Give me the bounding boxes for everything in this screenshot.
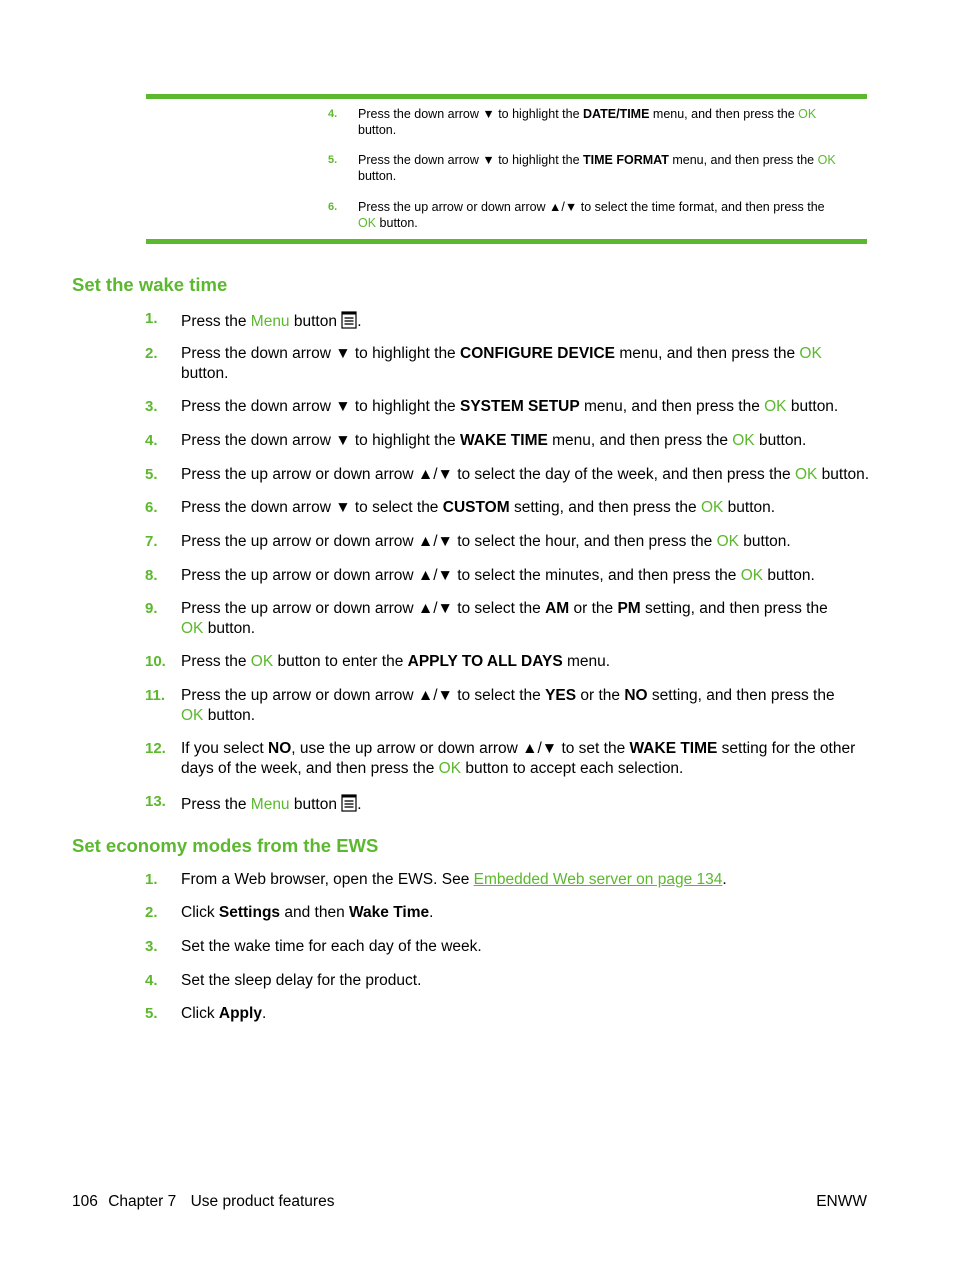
wake-step-13: 13. Press the Menu button . bbox=[145, 793, 362, 813]
menu-icon bbox=[341, 311, 357, 329]
wake-step-6: 6. Press the down arrow ▼ to select the CUSTOM setting, and then press the OK button. bbox=[145, 499, 776, 516]
wake-step-2: 2. Press the down arrow ▼ to highlight the CONFIGURE DEVICE menu, and then press the OK button. bbox=[145, 345, 822, 382]
ews-step-4: 4. Set the sleep delay for the product. bbox=[145, 972, 422, 989]
ews-step-3: 3. Set the wake time for each day of the week. bbox=[145, 938, 482, 955]
box-step-6: 6. Press the up arrow or down arrow ▲/▼ to select the time format, and then press the OK button. bbox=[328, 200, 825, 230]
procedure-box bbox=[146, 94, 867, 244]
step-number: 4. bbox=[328, 108, 338, 120]
wake-step-12: 12. If you select NO, use the up arrow or down arrow ▲/▼ to set the WAKE TIME setting for the other days of the week, and then press the OK button to accept each selection. bbox=[145, 740, 856, 777]
wake-step-8: 8. Press the up arrow or down arrow ▲/▼ to select the minutes, and then press the OK button. bbox=[145, 567, 815, 584]
box-step-4: 4. Press the down arrow ▼ to highlight the DATE/TIME menu, and then press the OK button. bbox=[328, 107, 817, 137]
ok-button-ref: OK bbox=[798, 107, 817, 121]
wake-step-3: 3. Press the down arrow ▼ to highlight the SYSTEM SETUP menu, and then press the OK button. bbox=[145, 398, 839, 415]
box-step-5: 5. Press the down arrow ▼ to highlight the TIME FORMAT menu, and then press the OK button. bbox=[328, 153, 836, 183]
chapter-title: Use product features bbox=[190, 1193, 335, 1210]
page-footer-right: ENWW bbox=[816, 1193, 867, 1210]
section-heading-ews: Set economy modes from the EWS bbox=[72, 835, 379, 856]
ews-step-5: 5. Click Apply. bbox=[145, 1005, 267, 1022]
step-number: 6. bbox=[328, 201, 338, 213]
wake-step-1: 1. Press the Menu button . bbox=[145, 310, 362, 330]
wake-step-9: 9. Press the up arrow or down arrow ▲/▼ to select the AM or the PM setting, and then press the OK button. bbox=[145, 600, 828, 637]
chapter-label: Chapter 7 bbox=[108, 1193, 177, 1210]
menu-button-ref: Menu bbox=[250, 313, 290, 330]
wake-step-7: 7. Press the up arrow or down arrow ▲/▼ to select the hour, and then press the OK button. bbox=[145, 533, 791, 550]
section-heading-wake-time: Set the wake time bbox=[72, 274, 228, 295]
wake-step-4: 4. Press the down arrow ▼ to highlight the WAKE TIME menu, and then press the OK button. bbox=[145, 432, 807, 449]
page-number: 106 bbox=[72, 1193, 98, 1210]
menu-button-ref: Menu bbox=[250, 796, 290, 813]
ews-step-2: 2. Click Settings and then Wake Time. bbox=[145, 904, 434, 921]
ok-button-ref: OK bbox=[817, 153, 836, 167]
ok-button-ref: OK bbox=[358, 216, 377, 230]
wake-step-10: 10. Press the OK button to enter the APPLY TO ALL DAYS menu. bbox=[145, 653, 611, 670]
wake-step-5: 5. Press the up arrow or down arrow ▲/▼ to select the day of the week, and then press the OK button. bbox=[145, 466, 870, 483]
wake-step-11: 11. Press the up arrow or down arrow ▲/▼ to select the YES or the NO setting, and then press the OK button. bbox=[145, 687, 835, 724]
step-number: 5. bbox=[328, 154, 338, 166]
page-footer-left bbox=[72, 1192, 334, 1212]
ews-step-1: 1. From a Web browser, open the EWS. See Embedded Web server on page 134. bbox=[145, 871, 727, 888]
menu-icon bbox=[341, 794, 357, 812]
embedded-web-server-link[interactable]: Embedded Web server on page 134 bbox=[473, 871, 723, 888]
